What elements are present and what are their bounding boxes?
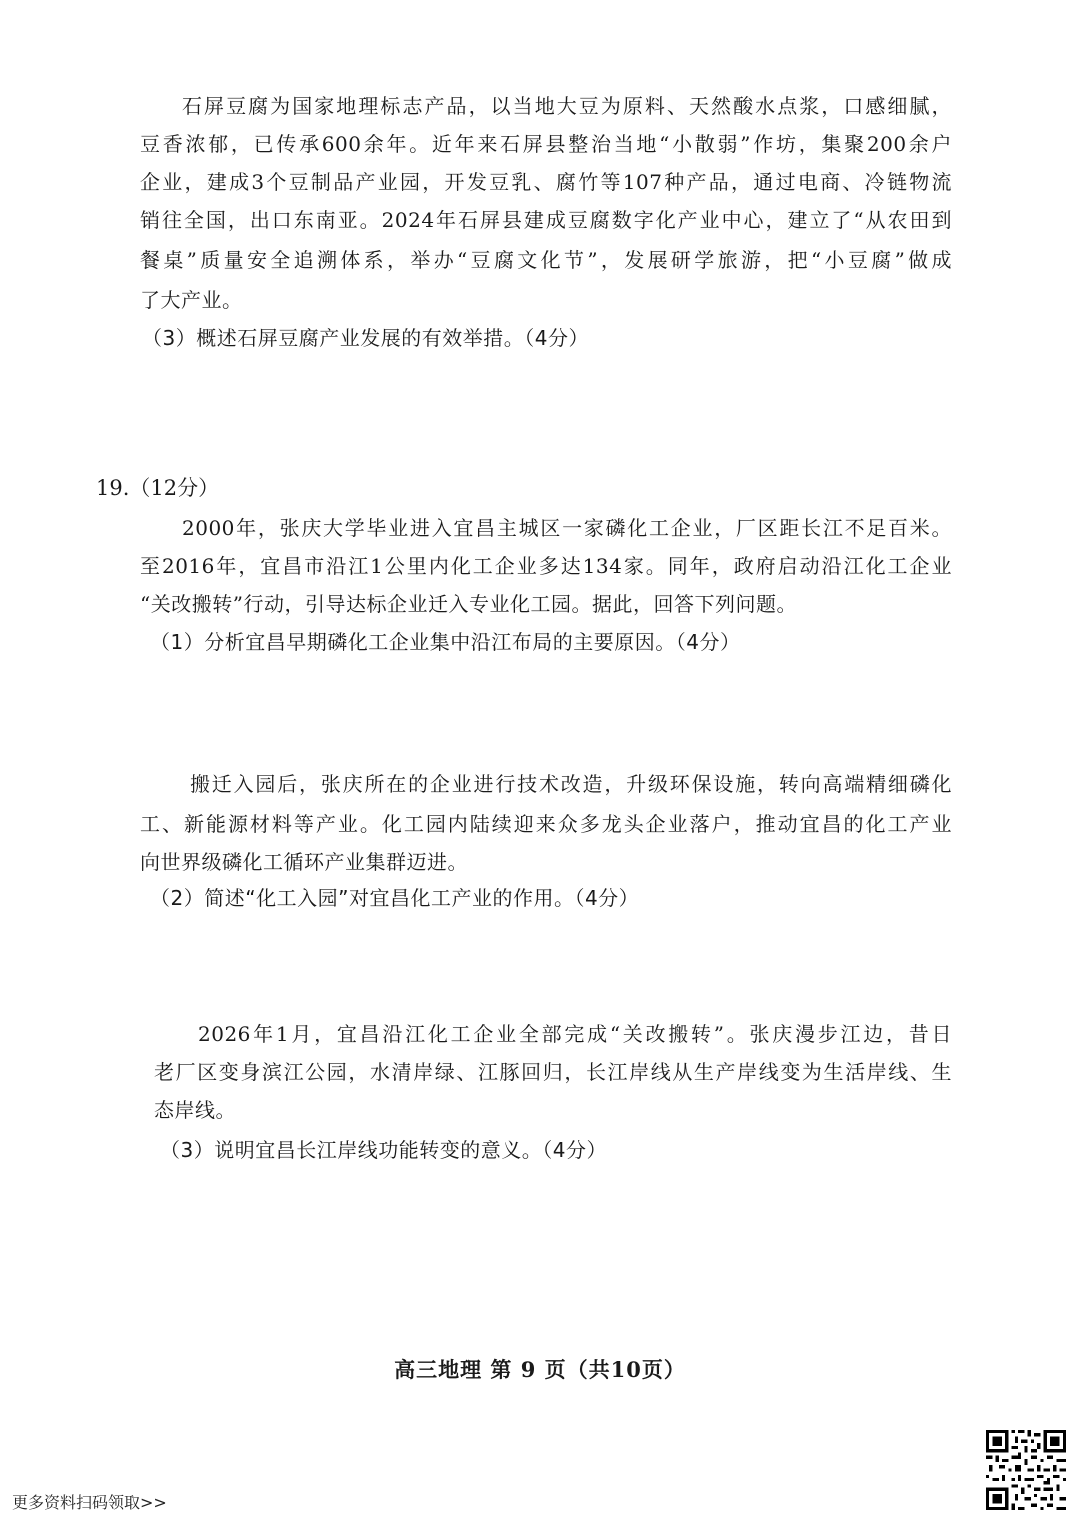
passage-line: 至2016年，宜昌市沿江1公里内化工企业多达134家。同年，政府启动沿江化工企业 bbox=[140, 554, 952, 578]
qr-code-icon[interactable] bbox=[986, 1430, 1066, 1510]
passage-line: 态岸线。 bbox=[154, 1098, 236, 1122]
passage-line: “关改搬转”行动，引导达标企业迁入专业化工园。据此，回答下列问题。 bbox=[140, 592, 797, 616]
question-19-1: （1）分析宜昌早期磷化工企业集中沿江布局的主要原因。（4分） bbox=[150, 630, 741, 654]
passage-line: 豆香浓郁，已传承600余年。近年来石屏县整治当地“小散弱”作坊，集聚200余户 bbox=[140, 132, 952, 156]
passage-line: 餐桌”质量安全追溯体系，举办“豆腐文化节”，发展研学旅游，把“小豆腐”做成 bbox=[140, 248, 952, 272]
passage-line: 企业，建成3个豆制品产业园，开发豆乳、腐竹等107种产品，通过电商、冷链物流 bbox=[140, 170, 952, 194]
question-19-3: （3）说明宜昌长江岸线功能转变的意义。（4分） bbox=[160, 1138, 607, 1162]
more-materials-link[interactable]: 更多资料扫码领取>> bbox=[12, 1493, 167, 1512]
question-19-number: 19.（12分） bbox=[96, 476, 220, 500]
passage-line: 搬迁入园后，张庆所在的企业进行技术改造，升级环保设施，转向高端精细磷化 bbox=[190, 772, 952, 796]
passage-line: 了大产业。 bbox=[140, 288, 243, 312]
passage-line: 工、新能源材料等产业。化工园内陆续迎来众多龙头企业落户，推动宜昌的化工产业 bbox=[140, 812, 952, 836]
passage-line: 向世界级磷化工循环产业集群迈进。 bbox=[140, 850, 468, 874]
passage-line: 2000年，张庆大学毕业进入宜昌主城区一家磷化工企业，厂区距长江不足百米。 bbox=[182, 516, 952, 540]
passage-line: 2026年1月，宜昌沿江化工企业全部完成“关改搬转”。张庆漫步江边，昔日 bbox=[198, 1022, 952, 1046]
qr-code-graphic bbox=[986, 1430, 1066, 1510]
passage-line: 老厂区变身滨江公园，水清岸绿、江豚回归，长江岸线从生产岸线变为生活岸线、生 bbox=[154, 1060, 952, 1084]
question-18-3: （3）概述石屏豆腐产业发展的有效举措。（4分） bbox=[142, 326, 589, 350]
passage-line: 石屏豆腐为国家地理标志产品，以当地大豆为原料、天然酸水点浆，口感细腻， bbox=[182, 94, 952, 118]
passage-line: 销往全国，出口东南亚。2024年石屏县建成豆腐数字化产业中心，建立了“从农田到 bbox=[140, 208, 952, 232]
question-19-2: （2）简述“化工入园”对宜昌化工产业的作用。（4分） bbox=[150, 886, 640, 910]
page-footer: 高三地理 第 9 页（共10页） bbox=[394, 1357, 686, 1382]
